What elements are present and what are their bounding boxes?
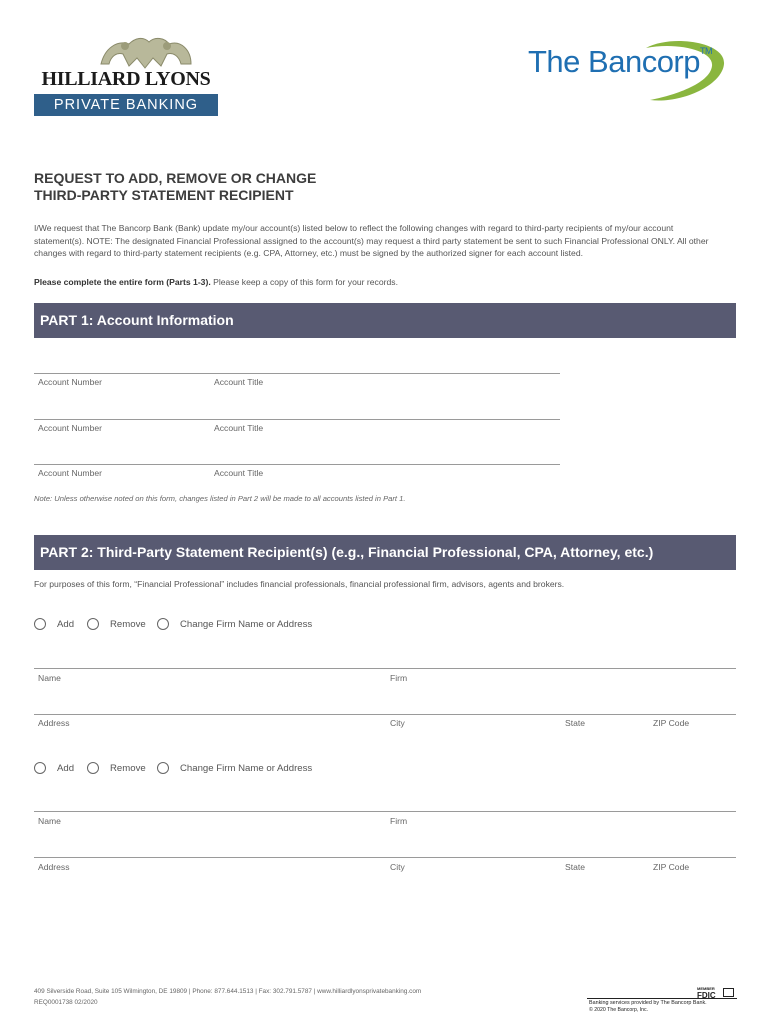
bancorp-logo (528, 40, 738, 110)
form-title (34, 170, 316, 204)
account-row-2-line (34, 419, 560, 420)
account-number-label-3: Account Number (38, 468, 103, 478)
copyright-text: © 2020 The Bancorp, Inc. (589, 1007, 649, 1013)
part2-intro: For purposes of this form, “Financial Professional” includes financial professionals, financial professional firm, advisors, agents and brokers. (34, 579, 565, 589)
recipient2-zip-label: ZIP Code (653, 862, 690, 872)
remove-label-1: Remove (110, 619, 146, 630)
part1-header: PART 1: Account Information (34, 303, 736, 338)
account-row-3-line (34, 464, 560, 465)
recipient1-state-label: State (565, 718, 586, 728)
add-label-2: Add (57, 763, 75, 774)
change-radio-1[interactable] (157, 618, 169, 630)
recipient2-name-line (34, 811, 736, 812)
recipient1-name-line (34, 668, 736, 669)
banking-services-text: Banking services provided by The Bancorp Bank. (589, 1000, 707, 1006)
bancorp-name: The Bancorp (528, 44, 700, 79)
recipient2-firm-label: Firm (390, 816, 408, 826)
hilliard-lyons-name: HILLIARD LYONS (41, 68, 211, 90)
fdic-divider (587, 998, 737, 999)
form-title-line1: REQUEST TO ADD, REMOVE OR CHANGE (34, 170, 317, 186)
lion-crest-icon (95, 34, 195, 70)
recipient1-city-label: City (390, 718, 405, 728)
part1-note: Note: Unless otherwise noted on this form, changes listed in Part 2 will be made to all accounts listed in Part 1. (34, 494, 406, 503)
account-number-label-1: Account Number (38, 377, 103, 387)
remove-label-2: Remove (110, 763, 146, 774)
complete-instructions (34, 277, 398, 287)
private-banking-bar: PRIVATE BANKING (34, 94, 218, 116)
account-number-label-2: Account Number (38, 423, 103, 433)
hilliard-lyons-logo (33, 34, 219, 120)
form-title-line2: THIRD-PARTY STATEMENT RECIPIENT (34, 187, 294, 203)
remove-radio-1[interactable] (87, 618, 99, 630)
recipient1-name-label: Name (38, 673, 61, 683)
recipient1-address-label: Address (38, 718, 70, 728)
change-radio-2[interactable] (157, 762, 169, 774)
change-label-1: Change Firm Name or Address (180, 619, 313, 630)
recipient2-state-label: State (565, 862, 586, 872)
change-label-2: Change Firm Name or Address (180, 763, 313, 774)
fdic-label: FDIC (697, 991, 716, 1000)
remove-radio-2[interactable] (87, 762, 99, 774)
fdic-disclosure (587, 985, 737, 1012)
recipient1-zip-label: ZIP Code (653, 718, 690, 728)
footer (34, 986, 421, 1008)
account-title-label-2: Account Title (214, 423, 264, 433)
fdic-member: MEMBER (697, 986, 715, 991)
recipient2-name-label: Name (38, 816, 61, 826)
bancorp-tm: TM (700, 46, 712, 56)
footer-address: 409 Silverside Road, Suite 105 Wilmington, DE 19809 | Phone: 877.644.1513 | Fax: 302.791.5787 | www.hilliardlyonsprivatebanking.com (34, 988, 422, 995)
complete-bold: Please complete the entire form (Parts 1-3). (34, 277, 211, 287)
recipient2-city-label: City (390, 862, 405, 872)
intro-paragraph: I/We request that The Bancorp Bank (Bank) update my/our account(s) listed below to reflect the following changes with regard to third-party recipients of my/our account statement(s). NOTE: The designated Financial Professional assigned to the account(s) may request a third party statement be sent to such Financial Professional ONLY. All other changes with regard to third-party statement recipients (e.g. CPA, Attorney, etc.) must be signed by the authorized signer for each account listed. (34, 223, 709, 259)
footer-form-id: REQ0001738 02/2020 (34, 999, 98, 1006)
equal-housing-lender-icon (723, 988, 734, 997)
add-radio-2[interactable] (34, 762, 46, 774)
complete-rest: Please keep a copy of this form for your records. (210, 277, 398, 287)
add-label-1: Add (57, 619, 75, 630)
recipient1-firm-label: Firm (390, 673, 408, 683)
account-row-1-line (34, 373, 560, 374)
recipient2-address-label: Address (38, 862, 70, 872)
recipient1-address-line (34, 714, 736, 715)
bancorp-wordmark (528, 44, 712, 80)
add-radio-1[interactable] (34, 618, 46, 630)
account-title-label-1: Account Title (214, 377, 264, 387)
part2-header: PART 2: Third-Party Statement Recipient(s) (e.g., Financial Professional, CPA, Attorney, etc.) (34, 535, 736, 570)
recipient2-address-line (34, 857, 736, 858)
account-title-label-3: Account Title (214, 468, 264, 478)
